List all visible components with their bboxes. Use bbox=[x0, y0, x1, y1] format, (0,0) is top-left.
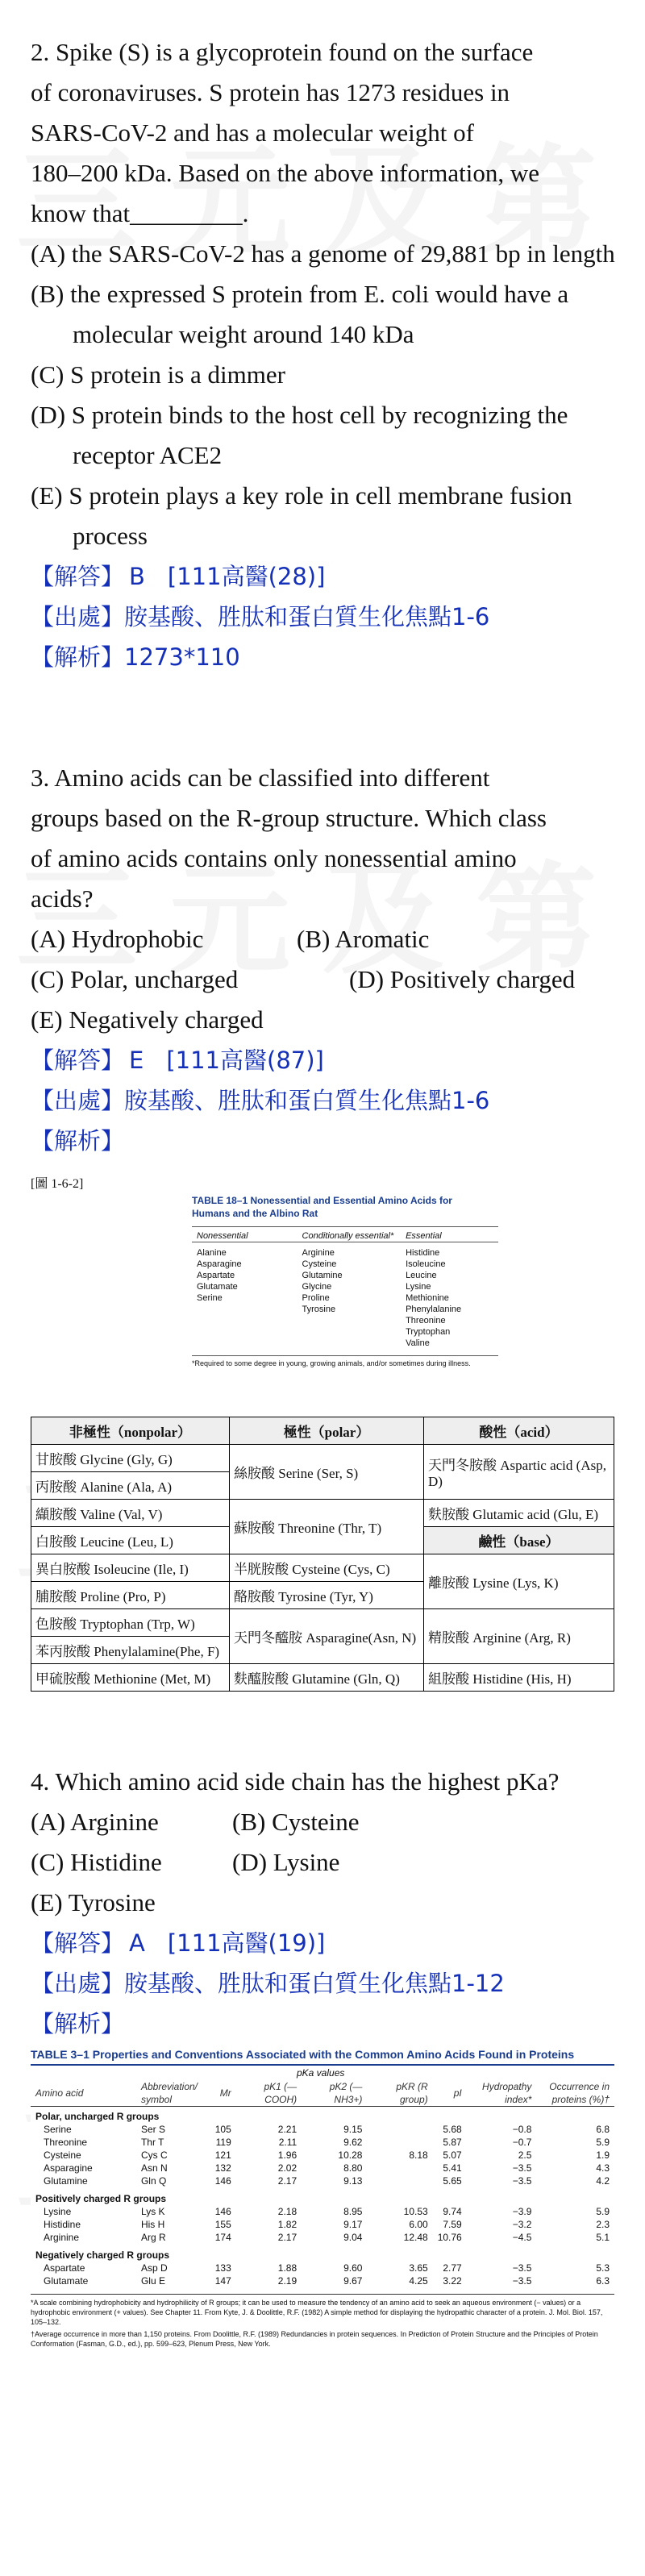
table-cell: 5.9 bbox=[596, 2206, 610, 2217]
table-18-1-grid: Nonessential Conditionally essential* Essential Alanine Asparagine Aspartate Glutamate Serine Arginine Cysteine Glutamine Glycine Proline Tyrosine Histidine Isoleucine Leucine Lysine Methionine Phenylalanine Threonine Tryptophan Valine bbox=[192, 1226, 498, 1349]
option-c: (C) S protein is a dimmer bbox=[31, 360, 285, 389]
amino-acid-class-table: 非極性（nonpolar） 極性（polar） 酸性（acid） 甘胺酸 Glycine (Gly, G) 絲胺酸 Serine (Ser, S) 天門冬胺酸 Aspartic acid (Asp, D) 丙胺酸 Alanine (Ala, A) 纈胺酸 Valine (Val, V) 蘇胺酸 Threonine (Thr, T) 麩胺酸 Glutamic acid (Glu, E) 白胺酸 Leucine (Leu, L) 鹼性（base） 異白胺酸 Isoleucine (Ile, I) 半胱胺酸 Cysteine (Cys, C) 離胺酸 Lysine (Lys, K) 脯胺酸 Proline (Pro, P) 酪胺酸 Tyrosine (Tyr, Y) 色胺酸 Tryptophan (Trp, W) 天門冬醯胺 Asparagine(Asn, N) 精胺酸 Arginine (Arg, R) 苯丙胺酸 Phenylalamine(Phe, F) 甲硫胺酸 Methionine (Met, M) 麩醯胺酸 Glutamine (Gln, Q) 組胺酸 Histidine (His, H) bbox=[31, 1417, 614, 1692]
table-cell: Threonine bbox=[44, 2137, 88, 2148]
table-cell: 1.9 bbox=[596, 2149, 610, 2161]
table-cell: 4.25 bbox=[409, 2275, 428, 2287]
table-cell: 5.07 bbox=[443, 2149, 462, 2161]
table-cell: Cysteine bbox=[44, 2149, 81, 2161]
table-18-1 bbox=[192, 1194, 498, 1367]
acid-header: 酸性（acid） bbox=[424, 1417, 614, 1445]
option-b: (B) Aromatic bbox=[297, 925, 430, 953]
table-cell: 2.02 bbox=[277, 2162, 298, 2174]
table-cell: 121 bbox=[214, 2149, 231, 2161]
option-c: (C) Histidine bbox=[31, 1848, 162, 1876]
essential-list: Histidine Isoleucine Leucine Lysine Methionine Phenylalanine Threonine Tryptophan Valine bbox=[406, 1248, 462, 1348]
table-row bbox=[31, 2136, 614, 2149]
table-row bbox=[31, 2274, 614, 2287]
figure-1-6-2 bbox=[31, 1173, 614, 1705]
table-row bbox=[31, 2162, 614, 2174]
table-cell: 8.18 bbox=[409, 2149, 428, 2161]
question-4 bbox=[31, 1762, 619, 2044]
table-cell: −0.7 bbox=[512, 2137, 532, 2148]
answer-line: 【解答】 A [111高醫(19)] bbox=[31, 1929, 326, 1957]
table-cell: 8.80 bbox=[343, 2162, 363, 2174]
table-cell: 5.87 bbox=[443, 2137, 462, 2148]
table-cell: 2.17 bbox=[277, 2232, 298, 2243]
table-cell: 2.19 bbox=[277, 2275, 298, 2287]
table-cell: 5.65 bbox=[443, 2175, 462, 2187]
table-cell: 5.3 bbox=[596, 2262, 610, 2274]
table-cell: 2.5 bbox=[518, 2149, 532, 2161]
source-line: 【出處】胺基酸、胜肽和蛋白質生化焦點1-12 bbox=[31, 1970, 505, 1997]
table-cell: Serine bbox=[44, 2124, 72, 2135]
footnote: †Average occurrence in more than 1,150 proteins. From Doolittle, R.F. (1989) Redundancies in protein sequences. In Prediction of Protein Structure and the Principles of Protein Conformation (Fasman, G.D., ed.), pp. 599–623, Plenum Press, New York. bbox=[31, 2330, 598, 2348]
table-cell: 2.21 bbox=[277, 2124, 298, 2135]
table-cell: Lys K bbox=[140, 2206, 165, 2217]
group-row bbox=[31, 2244, 614, 2262]
question-stem: of amino acids contains only nonessential amino bbox=[31, 844, 517, 872]
table-title: TABLE 18–1 Nonessential and Essential Amino Acids for Humans and the Albino Rat bbox=[192, 1195, 452, 1219]
question-stem: know that_________. bbox=[31, 199, 249, 227]
table-cell: 4.3 bbox=[596, 2162, 610, 2174]
properties-table: Amino acid Abbreviation/ symbol Mr pK1 (—COOH) pK2 (—NH3+) pKR (R group) pI Hydropathy index* Occurrence in proteins (%)† Polar, uncharged R groups Serine Ser S 105 2.21 9.15 5.68 −0.8 6.8 Threonine Thr T 119 2.11 9.62 5.87 −0.7 5.9 Cysteine Cys C 121 1.96 10.28 8.18 5.07 2.5 1.9 Asparagine Asn N 132 2.02 8.80 5.41 −3.5 4.3 Glutamine Gln Q 146 2.17 9.13 5.65 −3.5 4.2 Positively charged R groups Lysine Lys K 146 2.18 8.95 10.53 9.74 −3.9 5.9 Histidine His H 155 1.82 9.17 6.00 7.59 −3.2 2.3 Arginine Arg R 174 2.17 9.04 12.48 10.76 −4.5 5.1 Negatively charged R groups Aspartate Asp D 133 1.88 9.60 3.65 2.77 −3.5 5.3 Glutamate Glu E 147 2.19 9.67 4.25 3.22 −3.5 6.3 bbox=[31, 2080, 614, 2287]
group-row bbox=[31, 2107, 614, 2124]
option-d: (D) Positively charged bbox=[349, 965, 576, 993]
question-stem: groups based on the R-group structure. Which class bbox=[31, 804, 547, 832]
question-stem: 3. Amino acids can be classified into different bbox=[31, 764, 490, 792]
nonpolar-header: 非極性（nonpolar） bbox=[31, 1417, 230, 1445]
table-cell: −0.8 bbox=[512, 2124, 532, 2135]
table-row bbox=[31, 2231, 614, 2244]
table-cell: 9.17 bbox=[343, 2219, 363, 2230]
table-row bbox=[31, 2174, 614, 2187]
question-stem: acids? bbox=[31, 884, 94, 913]
option-e: (E) S protein plays a key role in cell membrane fusion process bbox=[31, 481, 572, 550]
table-cell: Glutamate bbox=[44, 2275, 89, 2287]
table-cell: 105 bbox=[214, 2124, 231, 2135]
question-2 bbox=[31, 32, 619, 677]
table-cell: 10.76 bbox=[437, 2232, 462, 2243]
table-cell: −3.2 bbox=[512, 2219, 532, 2230]
table-cell: 2.77 bbox=[443, 2262, 462, 2274]
option-a: (A) Arginine bbox=[31, 1808, 159, 1836]
table-cell bbox=[367, 2174, 432, 2187]
table-cell: 146 bbox=[214, 2175, 231, 2187]
base-header: 鹼性（base） bbox=[424, 1527, 614, 1554]
answer-line: 【解答】 B [111高醫(28)] bbox=[31, 563, 326, 590]
source-line: 【出處】胺基酸、胜肽和蛋白質生化焦點1-6 bbox=[31, 603, 490, 630]
table-cell: 2.3 bbox=[596, 2219, 610, 2230]
explain-line: 【解析】1273*110 bbox=[31, 643, 240, 671]
table-cell: 9.04 bbox=[343, 2232, 363, 2243]
table-cell: 3.22 bbox=[443, 2275, 462, 2287]
table-cell: −3.5 bbox=[512, 2162, 532, 2174]
question-3 bbox=[31, 758, 619, 1161]
table-cell: Ser S bbox=[140, 2124, 165, 2135]
table-row bbox=[31, 2123, 614, 2136]
question-stem: 2. Spike (S) is a glycoprotein found on the surface bbox=[31, 38, 534, 66]
option-d: (D) S protein binds to the host cell by recognizing the receptor ACE2 bbox=[31, 401, 568, 469]
table-cell: 3.65 bbox=[409, 2262, 428, 2274]
table-cell: −3.5 bbox=[512, 2262, 532, 2274]
table-cell: 4.2 bbox=[596, 2175, 610, 2187]
group-name: Negatively charged R groups bbox=[35, 2249, 170, 2261]
question-stem: SARS-CoV-2 and has a molecular weight of bbox=[31, 119, 474, 147]
table-cell: 119 bbox=[215, 2137, 231, 2148]
table-cell: 155 bbox=[214, 2219, 231, 2230]
table-row bbox=[31, 2149, 614, 2162]
table-cell: His H bbox=[140, 2219, 165, 2230]
table-cell: 12.48 bbox=[403, 2232, 428, 2243]
question-stem: 4. Which amino acid side chain has the highest pKa? bbox=[31, 1767, 560, 1796]
table-cell bbox=[367, 2123, 432, 2136]
table-cell: 5.9 bbox=[596, 2137, 610, 2148]
table-cell: 5.1 bbox=[596, 2232, 610, 2243]
table-cell: Arginine bbox=[44, 2232, 80, 2243]
table-cell: −3.5 bbox=[512, 2275, 532, 2287]
explain-line: 【解析】 bbox=[31, 2010, 125, 2037]
polar-header: 極性（polar） bbox=[230, 1417, 424, 1445]
table-cell: Arg R bbox=[140, 2232, 166, 2243]
table-cell: Asp D bbox=[140, 2262, 168, 2274]
table-cell: 2.11 bbox=[278, 2137, 298, 2148]
nonessential-list: Alanine Asparagine Aspartate Glutamate Serine bbox=[197, 1248, 242, 1303]
table-cell: Glu E bbox=[140, 2275, 165, 2287]
option-b: (B) Cysteine bbox=[232, 1808, 360, 1836]
table-cell bbox=[367, 2136, 432, 2149]
question-stem: of coronaviruses. S protein has 1273 residues in bbox=[31, 78, 510, 106]
table-row bbox=[31, 2205, 614, 2218]
table-cell: 7.59 bbox=[443, 2219, 462, 2230]
table-cell: 9.67 bbox=[343, 2275, 363, 2287]
table-row bbox=[31, 2262, 614, 2274]
group-name: Positively charged R groups bbox=[35, 2193, 167, 2204]
table-cell: 174 bbox=[214, 2232, 231, 2243]
table-cell: 147 bbox=[214, 2275, 231, 2287]
question-stem: 180–200 kDa. Based on the above information, we bbox=[31, 159, 540, 187]
table-cell: Asn N bbox=[140, 2162, 168, 2174]
group-row bbox=[31, 2187, 614, 2205]
table-cell: Histidine bbox=[44, 2219, 81, 2230]
table-3-1 bbox=[31, 2048, 614, 2349]
table-cell: 133 bbox=[214, 2262, 231, 2274]
table-cell: 9.62 bbox=[343, 2137, 363, 2148]
option-e: (E) Tyrosine bbox=[31, 1888, 156, 1916]
table-cell: Aspartate bbox=[44, 2262, 85, 2274]
table-cell bbox=[367, 2162, 432, 2174]
answer-line: 【解答】 E [111高醫(87)] bbox=[31, 1047, 324, 1074]
table-cell: 5.41 bbox=[443, 2162, 462, 2174]
table-cell: 10.53 bbox=[403, 2206, 428, 2217]
explain-line: 【解析】 bbox=[31, 1127, 125, 1155]
option-a: (A) the SARS-CoV-2 has a genome of 29,881 bp in length bbox=[31, 239, 615, 268]
table-cell: 9.15 bbox=[343, 2124, 363, 2135]
table-cell: 132 bbox=[214, 2162, 231, 2174]
table-cell: 1.96 bbox=[277, 2149, 298, 2161]
table-cell: 2.17 bbox=[277, 2175, 298, 2187]
option-c: (C) Polar, uncharged bbox=[31, 965, 239, 993]
source-line: 【出處】胺基酸、胜肽和蛋白質生化焦點1-6 bbox=[31, 1087, 490, 1114]
table-cell: −3.5 bbox=[512, 2175, 532, 2187]
table-cell: 9.74 bbox=[443, 2206, 462, 2217]
option-e: (E) Negatively charged bbox=[31, 1005, 264, 1034]
table-cell: Thr T bbox=[140, 2137, 164, 2148]
table-cell: Lysine bbox=[44, 2206, 72, 2217]
option-b: (B) the expressed S protein from E. coli would have a molecular weight around 140 kDa bbox=[31, 280, 569, 348]
footnote: *A scale combining hydrophobicity and hydrophilicity of R groups; it can be used to measure the tendency of an amino acid to seek an aqueous environment (− values) or a hydrophobic environment (+ values). See Chapter 11. From Kyte, J. & Doolittle, R.F. (1982) A simple method for displaying the hydropathic character of a protein. J. Mol. Biol. 157, 105–132. bbox=[31, 2294, 614, 2327]
table-cell: Glutamine bbox=[44, 2175, 88, 2187]
table-cell: −3.9 bbox=[512, 2206, 532, 2217]
table-cell: 2.18 bbox=[277, 2206, 298, 2217]
table-cell: Cys C bbox=[140, 2149, 168, 2161]
table-cell: 146 bbox=[214, 2206, 231, 2217]
option-d: (D) Lysine bbox=[232, 1848, 340, 1876]
figure-label: [圖 1-6-2] bbox=[31, 1177, 84, 1191]
table-cell: 6.3 bbox=[596, 2275, 610, 2287]
table-cell: Gln Q bbox=[140, 2175, 167, 2187]
table-title: TABLE 3–1 Properties and Conventions Associated with the Common Amino Acids Found in Proteins bbox=[31, 2048, 614, 2066]
pka-header: pKa values bbox=[297, 2067, 345, 2079]
table-cell: 10.28 bbox=[338, 2149, 363, 2161]
table-cell: 1.88 bbox=[277, 2262, 298, 2274]
table-cell: 1.82 bbox=[277, 2219, 298, 2230]
table-cell: −4.5 bbox=[512, 2232, 532, 2243]
table-cell: 9.13 bbox=[343, 2175, 363, 2187]
table-cell: 6.8 bbox=[596, 2124, 610, 2135]
table-cell: 5.68 bbox=[443, 2124, 462, 2135]
conditional-list: Arginine Cysteine Glutamine Glycine Proline Tyrosine bbox=[302, 1248, 343, 1314]
group-name: Polar, uncharged R groups bbox=[35, 2111, 160, 2122]
table-cell: Asparagine bbox=[44, 2162, 93, 2174]
table-cell: 9.60 bbox=[343, 2262, 363, 2274]
option-a: (A) Hydrophobic bbox=[31, 925, 204, 953]
table-cell: 8.95 bbox=[343, 2206, 363, 2217]
table-footnote: *Required to some degree in young, growing animals, and/or sometimes during illness. bbox=[192, 1355, 498, 1367]
table-cell: 6.00 bbox=[409, 2219, 428, 2230]
table-row bbox=[31, 2218, 614, 2231]
